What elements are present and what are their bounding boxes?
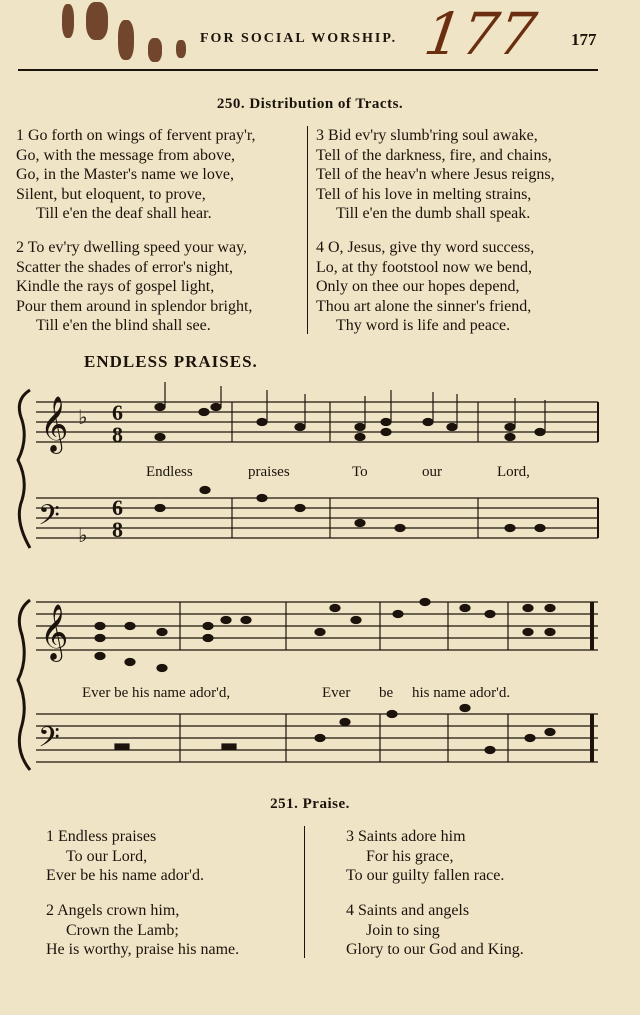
hymn-250-title: 250. Distribution of Tracts. — [216, 96, 404, 112]
hymn-250-stanza-1 — [16, 126, 256, 224]
svg-text:♭: ♭ — [78, 407, 88, 429]
verse-line: Only on thee our hopes depend, — [316, 278, 520, 295]
verse-line: Join to sing — [366, 921, 440, 939]
lyric-syllable: Ever — [322, 685, 351, 701]
hymn-250-stanza-2 — [16, 238, 252, 336]
hymn-250-stanza-3 — [316, 126, 555, 224]
svg-text:8: 8 — [112, 422, 123, 447]
svg-text:♭: ♭ — [78, 525, 88, 547]
hymn-251-stanza-1 — [46, 827, 204, 886]
verse-line: 3 Bid ev'ry slumb'ring soul awake, — [316, 127, 538, 144]
page-number: 177 — [571, 30, 597, 49]
column-divider — [307, 126, 308, 334]
lyric-syllable: be — [379, 685, 394, 701]
svg-text:6: 6 — [112, 400, 123, 425]
verse-line: Crown the Lamb; — [66, 921, 179, 939]
verse-line: Lo, at thy footstool now we bend, — [316, 258, 532, 276]
verse-line: 4 O, Jesus, give thy word success, — [316, 239, 535, 256]
header-rule — [18, 69, 598, 71]
ink-blot — [148, 38, 162, 62]
ink-blot — [62, 4, 74, 38]
svg-text:𝄞: 𝄞 — [40, 604, 69, 660]
verse-line: Tell of the heav'n where Jesus reigns, — [316, 166, 555, 183]
verse-line: Tell of the darkness, fire, and chains, — [316, 146, 552, 164]
verse-line: Kindle the rays of gospel light, — [16, 278, 215, 295]
verse-line: Pour them around in splendor bright, — [16, 297, 253, 315]
lyric-syllable: praises — [248, 464, 290, 480]
verse-line: Till e'en the dumb shall speak. — [336, 205, 531, 222]
ink-blot — [176, 40, 186, 58]
running-head: FOR SOCIAL WORSHIP. — [200, 31, 398, 46]
svg-text:𝄢: 𝄢 — [38, 499, 60, 539]
verse-line: 1 Endless praises — [46, 828, 157, 845]
verse-line: Scatter the shades of error's night, — [16, 258, 234, 276]
verse-line: For his grace, — [366, 847, 454, 865]
verse-line: 2 Angels crown him, — [46, 902, 180, 919]
column-divider — [304, 826, 305, 958]
verse-line: To our guilty fallen race. — [346, 867, 505, 884]
lyric-syllable: our — [422, 464, 442, 480]
lyric-syllable: To — [352, 464, 368, 480]
hymn-251-stanza-3 — [346, 827, 504, 886]
verse-line: Till e'en the blind shall see. — [36, 317, 211, 334]
verse-line: He is worthy, praise his name. — [46, 941, 240, 958]
lyric-syllable: Ever be his name ador'd, — [82, 685, 231, 701]
ink-blot — [86, 2, 108, 40]
verse-line: Till e'en the deaf shall hear. — [36, 205, 212, 222]
lyric-syllable: Endless — [146, 464, 193, 480]
verse-line: Go, in the Master's name we love, — [16, 166, 234, 183]
verse-line: 1 Go forth on wings of fervent pray'r, — [16, 127, 256, 144]
ink-blot — [118, 20, 134, 60]
verse-line: 2 To ev'ry dwelling speed your way, — [16, 239, 248, 256]
verse-line: Ever be his name ador'd. — [46, 867, 204, 884]
svg-text:8: 8 — [112, 517, 123, 542]
verse-line: Go, with the message from above, — [16, 146, 236, 164]
verse-line: Thou art alone the sinner's friend, — [316, 297, 532, 315]
hymn-250-stanza-4 — [316, 238, 534, 336]
verse-line: 4 Saints and angels — [346, 902, 470, 919]
svg-text:𝄢: 𝄢 — [38, 721, 60, 761]
verse-line: Tell of his love in melting strains, — [316, 185, 532, 203]
music-system-1 — [0, 380, 640, 560]
svg-text:6: 6 — [112, 495, 123, 520]
hymn-251-stanza-4 — [346, 901, 524, 960]
tune-title: ENDLESS PRAISES. — [84, 352, 258, 371]
verse-line: To our Lord, — [66, 847, 148, 865]
lyric-syllable: Lord, — [497, 464, 530, 480]
verse-line: Glory to our God and King. — [346, 941, 524, 958]
handwritten-number: 177 — [420, 0, 541, 68]
hymn-251-title: 251. Praise. — [270, 796, 350, 812]
verse-line: Silent, but eloquent, to prove, — [16, 185, 206, 203]
lyric-syllable: his name ador'd. — [412, 685, 511, 701]
verse-line: 3 Saints adore him — [346, 828, 466, 845]
verse-line: Thy word is life and peace. — [336, 317, 511, 334]
hymn-251-stanza-2 — [46, 901, 239, 960]
svg-text:𝄞: 𝄞 — [40, 396, 69, 452]
